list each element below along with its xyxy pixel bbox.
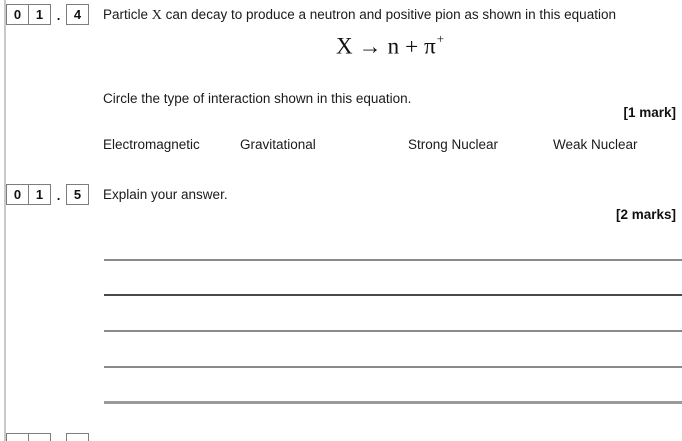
question-prompt-01-5: Explain your answer. <box>103 187 228 202</box>
question-number-separator <box>51 433 66 441</box>
arrow-right-glyph: → <box>358 33 382 59</box>
question-number-cell: 5 <box>66 184 89 205</box>
prompt-text-pre: Particle <box>103 7 152 22</box>
marks-badge-1: [1 mark] <box>623 105 676 120</box>
answer-line[interactable] <box>104 366 682 368</box>
pion-charge-superscript: + <box>436 31 445 46</box>
equation-plus: + <box>405 33 419 59</box>
question-number-01-4 <box>6 4 89 25</box>
question-number-cell: 4 <box>66 4 89 25</box>
circle-instruction: Circle the type of interaction shown in this equation. <box>103 91 412 106</box>
option-strong-nuclear[interactable]: Strong Nuclear <box>408 137 499 152</box>
question-number-next-partial <box>6 433 89 441</box>
question-number-separator: . <box>56 188 61 203</box>
particle-x-symbol: X <box>151 8 162 23</box>
prompt-text-post: can decay to produce a neutron and positive pion as shown in this equation <box>161 7 616 22</box>
question-number-cell: 0 <box>6 4 29 25</box>
answer-line[interactable] <box>104 401 682 404</box>
marks-badge-2: [2 marks] <box>615 207 676 222</box>
question-number-cell <box>66 433 89 441</box>
question-number-cell: 0 <box>6 184 29 205</box>
option-electromagnetic[interactable]: Electromagnetic <box>103 137 200 152</box>
question-number-cell <box>28 433 51 441</box>
answer-line[interactable] <box>104 259 682 261</box>
answer-line[interactable] <box>104 330 682 332</box>
equation-lhs: X <box>335 33 353 59</box>
equation-pion: π <box>424 33 436 59</box>
answer-line[interactable] <box>104 294 682 296</box>
question-number-01-5 <box>6 184 89 205</box>
question-number-cell: 1 <box>28 184 51 205</box>
equation-neutron: n <box>387 33 400 59</box>
option-weak-nuclear[interactable]: Weak Nuclear <box>553 137 638 152</box>
question-number-separator: . <box>56 8 61 23</box>
option-gravitational[interactable]: Gravitational <box>240 137 316 152</box>
decay-equation <box>103 33 676 60</box>
question-prompt-01-4 <box>103 7 680 25</box>
question-number-cell: 1 <box>28 4 51 25</box>
page-margin-line <box>4 0 6 441</box>
question-number-cell <box>6 433 29 441</box>
